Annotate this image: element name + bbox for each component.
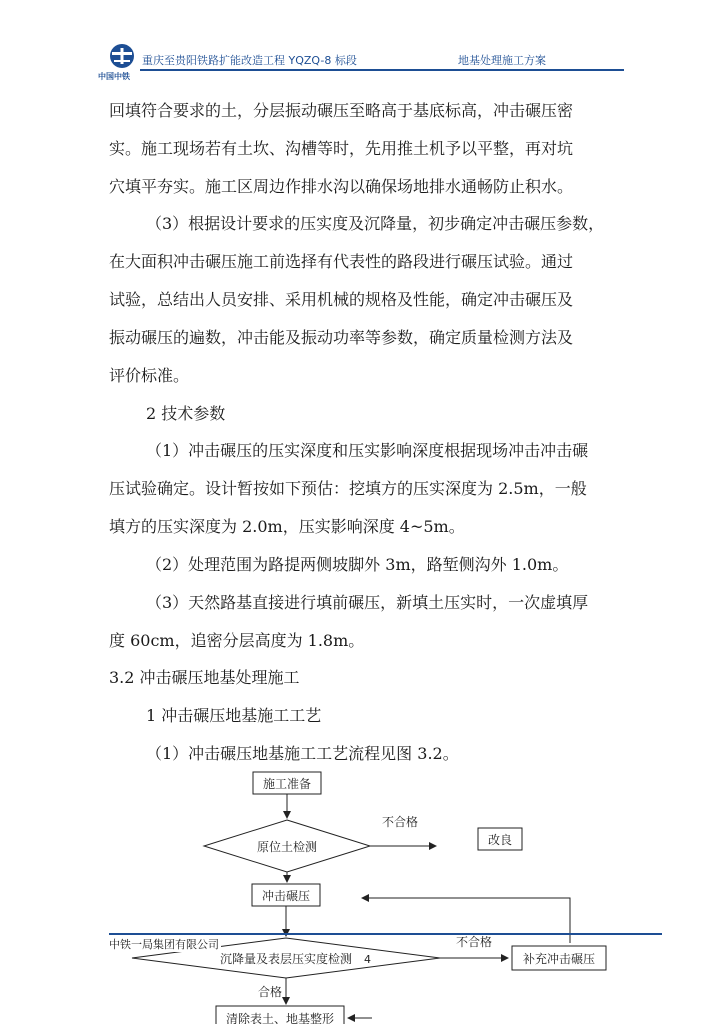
flow-step-improve-label: 改良 — [487, 833, 513, 847]
body-line: 实。施工现场若有土坎、沟槽等时，先用推土机予以平整，再对坑 — [109, 139, 574, 158]
page-header — [0, 0, 724, 92]
document-title: 地基处理施工方案 — [458, 54, 546, 67]
header-rule — [140, 69, 624, 71]
flow-fail-label: 不合格 — [381, 815, 419, 829]
flow-pass-label: 合格 — [257, 985, 283, 999]
project-title: 重庆至贵阳铁路扩能改造工程 YQZQ-8 标段 — [142, 54, 357, 67]
flow-step-prepare-label: 施工准备 — [262, 777, 312, 791]
logo-text: 中国中铁 — [98, 72, 130, 81]
china-railway-logo-icon — [100, 42, 148, 90]
section-heading: 3.2 冲击碾压地基处理施工 — [109, 668, 300, 687]
body-line: 在大面积冲击碾压施工前选择有代表性的路段进行碾压试验。通过 — [109, 252, 574, 271]
flow-step-clear-label: 清除表土、地基整形 — [225, 1012, 335, 1024]
flow-step-supplement-label: 补充冲击碾压 — [522, 952, 596, 966]
body-line: 度 60cm，追密分层高度为 1.8m。 — [109, 631, 365, 650]
page-number: 4 — [364, 953, 371, 966]
flow-decision-inspect-label: 原位土检测 — [256, 840, 318, 854]
body-line: （3）天然路基直接进行填前碾压，新填土压实时，一次虚填厚 — [146, 593, 589, 612]
process-flowchart — [0, 760, 724, 1024]
body-line: （1）冲击碾压地基施工工艺流程见图 3.2。 — [146, 744, 459, 763]
body-line: 评价标准。 — [109, 366, 190, 385]
body-line: 压试验确定。设计暂按如下预估：挖填方的压实深度为 2.5m，一般 — [109, 479, 587, 498]
body-line: （3）根据设计要求的压实度及沉降量，初步确定冲击碾压参数， — [146, 214, 605, 233]
body-line: 填方的压实深度为 2.0m，压实影响深度 4~5m。 — [109, 517, 465, 536]
section-heading: 2 技术参数 — [146, 404, 226, 423]
flow-fail-label-2: 不合格 — [455, 935, 493, 949]
body-line: 穴填平夯实。施工区周边作排水沟以确保场地排水通畅防止积水。 — [109, 177, 574, 196]
body-line: （1）冲击碾压的压实深度和压实影响深度根据现场冲击冲击碾 — [146, 441, 589, 460]
flow-step-impact-label: 冲击碾压 — [261, 889, 311, 903]
body-line: 回填符合要求的土，分层振动碾压至略高于基底标高，冲击碾压密 — [109, 101, 574, 120]
flow-decision-settlement-label: 沉降量及表层压实度检测 — [219, 952, 353, 966]
footer-company: 中铁一局集团有限公司 — [109, 938, 219, 951]
body-line: 振动碾压的遍数，冲击能及振动功率等参数，确定质量检测方法及 — [109, 328, 574, 347]
body-line: 试验，总结出人员安排、采用机械的规格及性能，确定冲击碾压及 — [109, 290, 574, 309]
body-line: （2）处理范围为路提两侧坡脚外 3m，路堑侧沟外 1.0m。 — [146, 555, 569, 574]
subsection-heading: 1 冲击碾压地基施工工艺 — [146, 706, 322, 725]
